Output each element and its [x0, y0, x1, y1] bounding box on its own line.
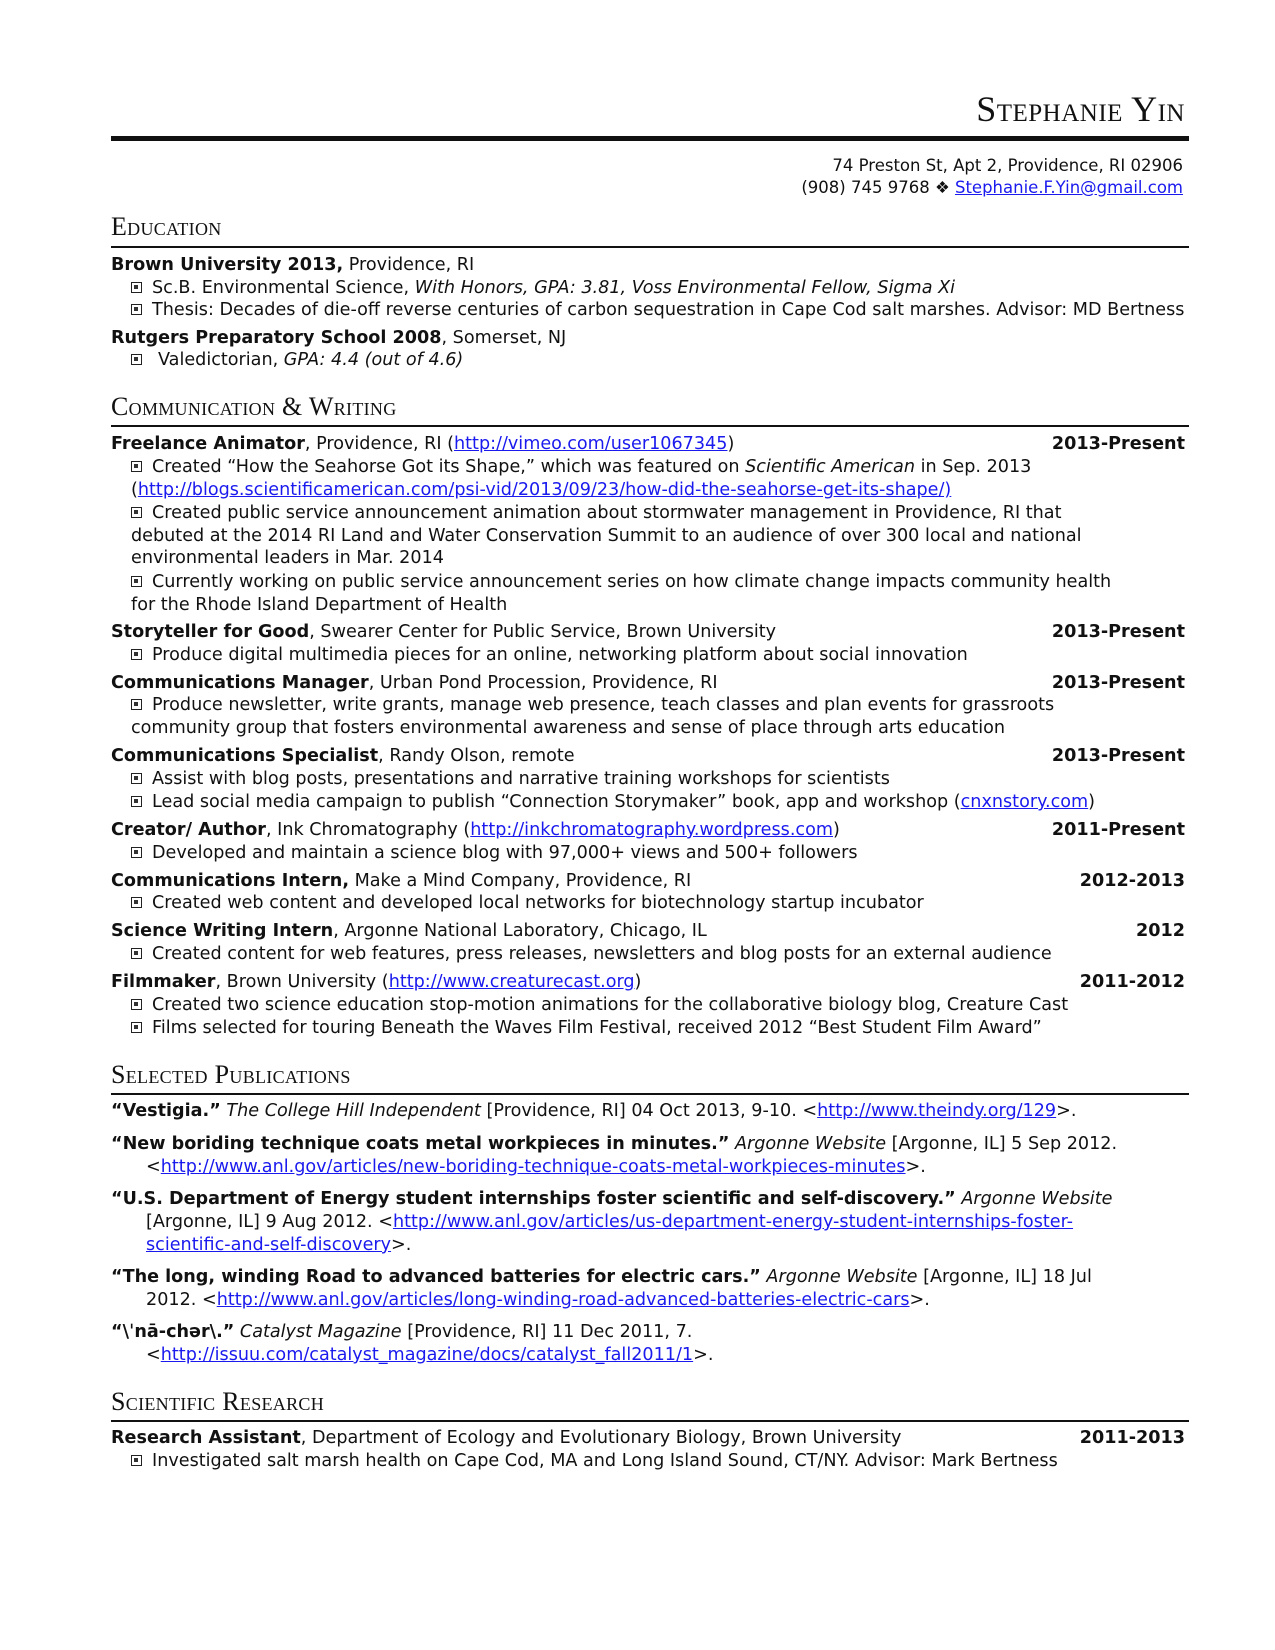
job-title: Research Assistant [111, 1428, 301, 1448]
bullet-icon [131, 773, 142, 784]
job-date: 2012 [1136, 921, 1185, 941]
job-date: 2011-Present [1051, 820, 1185, 840]
job-research-assistant: Research Assistant, Department of Ecology and Evolutionary Biology, Brown University [111, 1428, 902, 1448]
vimeo-link[interactable]: http://vimeo.com/user1067345 [454, 434, 728, 454]
list-item: Developed and maintain a science blog with 97,000+ views and 500+ followers [131, 842, 858, 865]
job-title: Storyteller for Good [111, 622, 310, 642]
list-item-continued: community group that fosters environmental awareness and sense of place through arts education [131, 718, 1006, 738]
bullet-icon [131, 649, 142, 660]
list-item: Created public service announcement animation about stormwater management in Providence, RI that [131, 502, 1061, 525]
bullet-icon [131, 1455, 142, 1466]
list-item: Created web content and developed local networks for biotechnology startup incubator [131, 892, 924, 915]
publication-link[interactable]: scientific-and-self-discovery [146, 1235, 392, 1255]
publication-item: “The long, winding Road to advanced batteries for electric cars.” Argonne Website [Argonne, IL] 18 Jul [111, 1267, 1092, 1287]
list-item-continued: debuted at the 2014 RI Land and Water Conservation Summit to an audience of over 300 local and national [131, 526, 1082, 546]
list-item-continued: environmental leaders in Mar. 2014 [131, 548, 444, 568]
publication-item: “Vestigia.” The College Hill Independent [Providence, RI] 04 Oct 2013, 9-10. <http://www.theindy.org/129>. [111, 1101, 1077, 1121]
school-name: Brown University 2013, [111, 255, 344, 275]
publication-item: “New boriding technique coats metal workpieces in minutes.” Argonne Website [Argonne, IL] 5 Sep 2012. [111, 1134, 1118, 1154]
section-title-education: Education [111, 212, 222, 241]
list-item: Produce digital multimedia pieces for an online, networking platform about social innovation [131, 644, 968, 667]
list-item: Produce newsletter, write grants, manage web presence, teach classes and plan events for grassroots [131, 694, 1054, 717]
phone: (908) 745 9768 [801, 178, 930, 197]
job-date: 2011-2013 [1079, 1428, 1185, 1448]
contact-block [801, 155, 1183, 199]
list-item-continued: (http://blogs.scientificamerican.com/psi-vid/2013/09/23/how-did-the-seahorse-get-its-shape/) [131, 480, 952, 500]
list-item: Valedictorian, GPA: 4.4 (out of 4.6) [131, 349, 463, 372]
publication-item-continued: [Argonne, IL] 9 Aug 2012. <http://www.anl.gov/articles/us-department-energy-student-internships-foster- [146, 1212, 1074, 1232]
bullet-icon [131, 576, 142, 587]
job-date: 2013-Present [1051, 434, 1185, 454]
section-rule [111, 1420, 1189, 1422]
bullet-icon [131, 304, 142, 315]
job-title: Creator/ Author [111, 820, 266, 840]
bullet-icon [131, 1022, 142, 1033]
list-item: Thesis: Decades of die-off reverse centuries of carbon sequestration in Cape Cod salt marshes. Advisor: MD Bertness [131, 299, 1184, 322]
education-rutgers: Rutgers Preparatory School 2008, Somerset, NJ [111, 328, 567, 348]
publication-link[interactable]: http://issuu.com/catalyst_magazine/docs/catalyst_fall2011/1 [160, 1345, 694, 1365]
list-item: Created two science education stop-motion animations for the collaborative biology blog, Creature Cast [131, 994, 1068, 1017]
ink-chromatography-link[interactable]: http://inkchromatography.wordpress.com [470, 820, 834, 840]
publication-link[interactable]: http://www.anl.gov/articles/long-winding-road-advanced-batteries-electric-cars [216, 1290, 910, 1310]
bullet-icon [131, 282, 142, 293]
seahorse-article-link[interactable]: http://blogs.scientificamerican.com/psi-vid/2013/09/23/how-did-the-seahorse-get-its-shape/) [137, 480, 952, 500]
job-title: Communications Intern, [111, 871, 349, 891]
bullet-icon [131, 354, 142, 365]
publication-item: “U.S. Department of Energy student internships foster scientific and self-discovery.” Argonne Website [111, 1189, 1113, 1209]
publication-item-continued: <http://issuu.com/catalyst_magazine/docs/catalyst_fall2011/1>. [146, 1345, 714, 1365]
section-rule [111, 246, 1189, 248]
job-specialist: Communications Specialist, Randy Olson, remote [111, 746, 575, 766]
publication-link[interactable]: http://www.anl.gov/articles/new-boriding-technique-coats-metal-workpieces-minutes [160, 1157, 906, 1177]
section-rule [111, 1093, 1189, 1095]
list-item: Investigated salt marsh health on Cape Cod, MA and Long Island Sound, CT/NY. Advisor: Mark Bertness [131, 1450, 1058, 1473]
list-item: Assist with blog posts, presentations and narrative training workshops for scientists [131, 768, 890, 791]
list-item: Created “How the Seahorse Got its Shape,” which was featured on Scientific American in Sep. 2013 [131, 456, 1031, 479]
job-title: Freelance Animator [111, 434, 305, 454]
bullet-icon [131, 897, 142, 908]
section-title-research: Scientific Research [111, 1387, 325, 1416]
job-title: Science Writing Intern [111, 921, 334, 941]
bullet-icon [131, 461, 142, 472]
job-date: 2012-2013 [1079, 871, 1185, 891]
publication-item-continued: 2012. <http://www.anl.gov/articles/long-winding-road-advanced-batteries-electric-cars>. [146, 1290, 930, 1310]
job-storyteller: Storyteller for Good, Swearer Center for Public Service, Brown University [111, 622, 777, 642]
list-item: Sc.B. Environmental Science, With Honors, GPA: 3.81, Voss Environmental Fellow, Sigma Xi [131, 277, 955, 300]
phone-email-line [801, 177, 1183, 199]
section-title-publications: Selected Publications [111, 1060, 351, 1089]
list-item-continued: for the Rhode Island Department of Health [131, 595, 508, 615]
education-brown: Brown University 2013, Providence, RI [111, 255, 475, 275]
job-science-writing: Science Writing Intern, Argonne National Laboratory, Chicago, IL [111, 921, 707, 941]
job-date: 2013-Present [1051, 622, 1185, 642]
bullet-icon [131, 999, 142, 1010]
list-item: Created content for web features, press releases, newsletters and blog posts for an external audience [131, 943, 1052, 966]
bullet-icon [131, 507, 142, 518]
job-title: Communications Specialist [111, 746, 379, 766]
list-item: Films selected for touring Beneath the Waves Film Festival, received 2012 “Best Student Film Award” [131, 1017, 1042, 1040]
school-name: Rutgers Preparatory School 2008 [111, 328, 442, 348]
list-item: Lead social media campaign to publish “Connection Storymaker” book, app and workshop (cnxnstory.com) [131, 791, 1095, 814]
job-filmmaker: Filmmaker, Brown University (http://www.creaturecast.org) [111, 972, 642, 992]
email-link[interactable]: Stephanie.F.Yin@gmail.com [954, 178, 1183, 197]
publication-link[interactable]: http://www.theindy.org/129 [817, 1101, 1057, 1121]
publication-item-continued: <http://www.anl.gov/articles/new-boriding-technique-coats-metal-workpieces-minutes>. [146, 1157, 926, 1177]
bullet-icon [131, 948, 142, 959]
job-intern: Communications Intern, Make a Mind Company, Providence, RI [111, 871, 692, 891]
header-rule [111, 136, 1189, 141]
bullet-icon [131, 796, 142, 807]
job-creator: Creator/ Author, Ink Chromatography (http://inkchromatography.wordpress.com) [111, 820, 840, 840]
job-animator: Freelance Animator, Providence, RI (http://vimeo.com/user1067345) [111, 434, 735, 454]
section-title-communication: Communication & Writing [111, 392, 397, 421]
separator-icon: ❖ [934, 178, 950, 197]
job-title: Communications Manager [111, 673, 369, 693]
publication-link[interactable]: http://www.anl.gov/articles/us-department-energy-student-internships-foster- [392, 1212, 1074, 1232]
list-item: Currently working on public service announcement series on how climate change impacts community health [131, 571, 1111, 594]
address: 74 Preston St, Apt 2, Providence, RI 02906 [832, 156, 1183, 175]
job-title: Filmmaker [111, 972, 216, 992]
cnxnstory-link[interactable]: cnxnstory.com [960, 792, 1089, 812]
section-rule [111, 425, 1189, 427]
job-date: 2013-Present [1051, 673, 1185, 693]
candidate-name: Stephanie Yin [976, 89, 1185, 129]
creaturecast-link[interactable]: http://www.creaturecast.org [388, 972, 635, 992]
job-manager: Communications Manager, Urban Pond Procession, Providence, RI [111, 673, 718, 693]
publication-item-continued: scientific-and-self-discovery>. [146, 1235, 412, 1255]
job-date: 2013-Present [1051, 746, 1185, 766]
publication-item: “\ˈnā-chər\.” Catalyst Magazine [Providence, RI] 11 Dec 2011, 7. [111, 1322, 693, 1342]
bullet-icon [131, 847, 142, 858]
bullet-icon [131, 699, 142, 710]
job-date: 2011-2012 [1079, 972, 1185, 992]
